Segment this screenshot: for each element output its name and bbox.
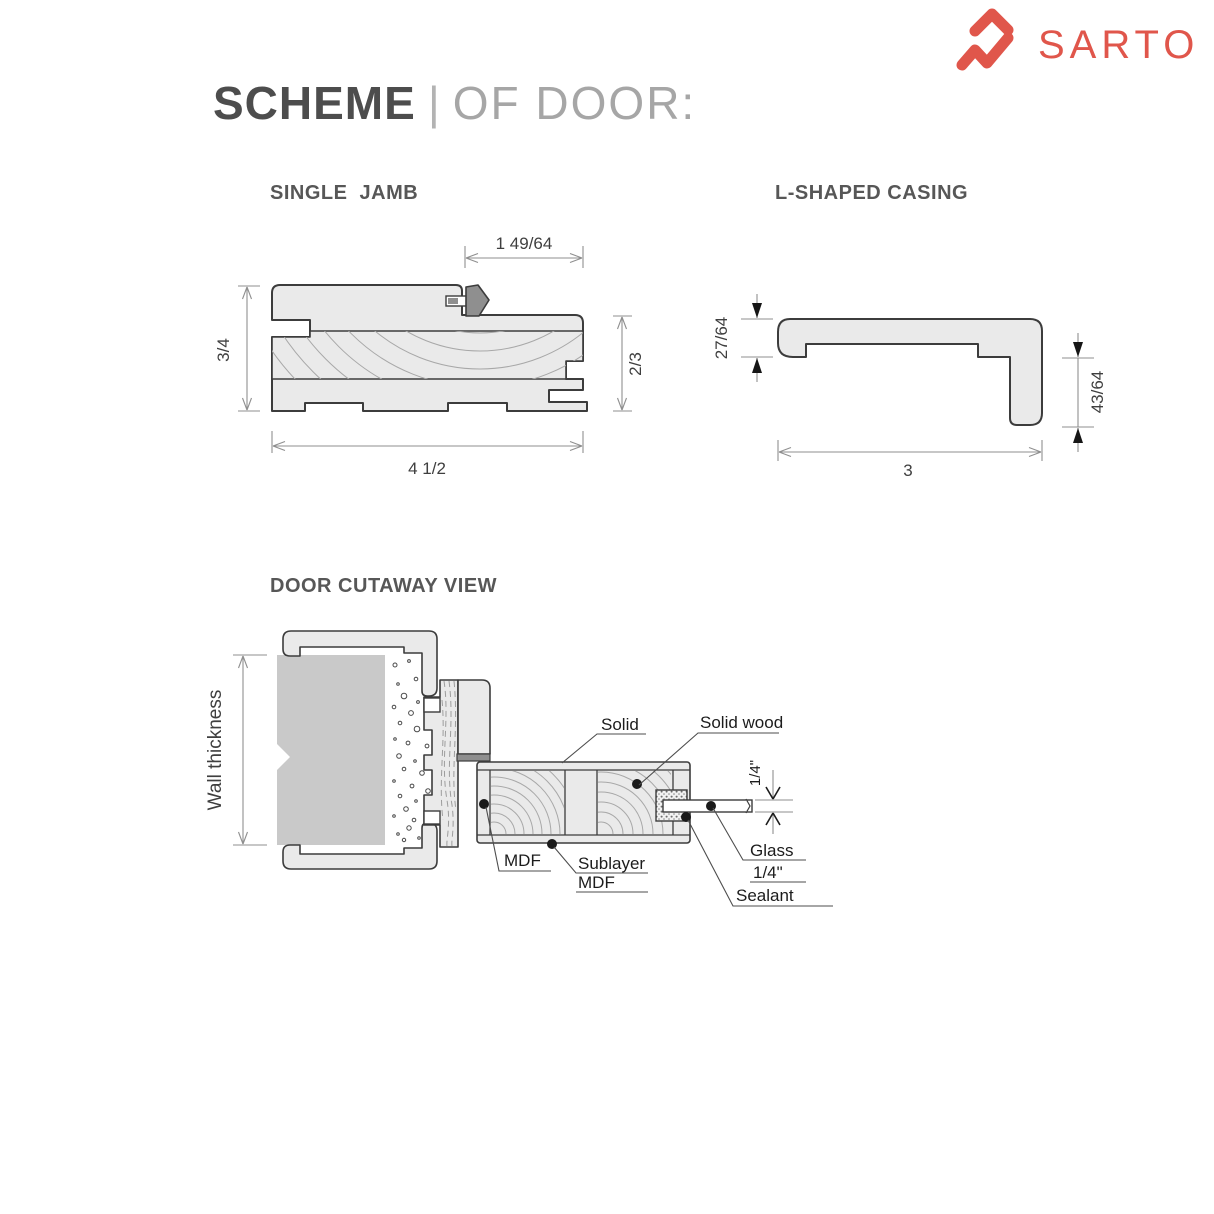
label-glass-line1: Glass [750, 841, 794, 860]
label-mdf: MDF [504, 851, 541, 870]
dim-jamb-left [214, 286, 260, 411]
door-seal [457, 754, 490, 761]
heading-l-shaped-casing: L-SHAPED CASING [775, 182, 969, 204]
wall-section [277, 655, 385, 845]
l-casing-diagram [712, 294, 1107, 480]
label-sealant: Sealant [736, 886, 794, 905]
dim-glass-gap [747, 760, 793, 834]
dim-label-casing-width: 3 [903, 461, 913, 480]
single-jamb-diagram [154, 0, 806, 531]
dim-jamb-bottom [272, 431, 583, 478]
jamb-wood-grain [154, 0, 806, 531]
casing-profile [778, 319, 1042, 425]
dim-wall-thickness [205, 655, 267, 845]
dim-casing-thickness [712, 294, 773, 382]
dim-casing-leg [1062, 333, 1107, 452]
dim-casing-width [778, 440, 1042, 480]
jamb-slot-bottom [424, 811, 440, 824]
door-panel [410, 742, 752, 926]
cutaway-diagram [205, 631, 833, 926]
label-sublayer-line2: MDF [578, 873, 615, 892]
heading-door-cutaway-view: DOOR CUTAWAY VIEW [270, 575, 498, 597]
brand-name: SARTO [1038, 22, 1200, 67]
dot-sealant [681, 812, 691, 822]
dim-label-left-height: 3/4 [214, 338, 233, 362]
heading-single-jamb: SINGLE JAMB [270, 182, 419, 204]
label-solid-wood: Solid wood [700, 713, 784, 732]
wall-thickness-label: Wall thickness [205, 689, 226, 811]
dot-sublayer [547, 839, 557, 849]
dim-label-top-width: 1 49/64 [495, 234, 553, 253]
door-stop [458, 680, 490, 754]
dim-label-bottom-width: 4 1/2 [408, 459, 446, 478]
dim-jamb-right [613, 316, 645, 411]
dim-label-bar-thickness: 27/64 [712, 316, 731, 360]
label-glass-line2: 1/4" [753, 863, 783, 882]
dim-label-right-height: 2/3 [626, 352, 645, 376]
dim-jamb-top [465, 234, 583, 268]
glass-gap-label: 1/4" [747, 759, 764, 787]
jamb-slot-top [424, 698, 440, 712]
dim-label-leg-height: 43/64 [1088, 370, 1107, 414]
label-solid: Solid [601, 715, 639, 734]
title-primary: SCHEME [213, 77, 416, 129]
jamb-wood-core [272, 331, 583, 379]
dot-mdf [479, 799, 489, 809]
title-separator: | [427, 77, 441, 129]
title-secondary: OF DOOR: [452, 77, 697, 129]
label-sublayer-line1: Sublayer [578, 854, 646, 873]
